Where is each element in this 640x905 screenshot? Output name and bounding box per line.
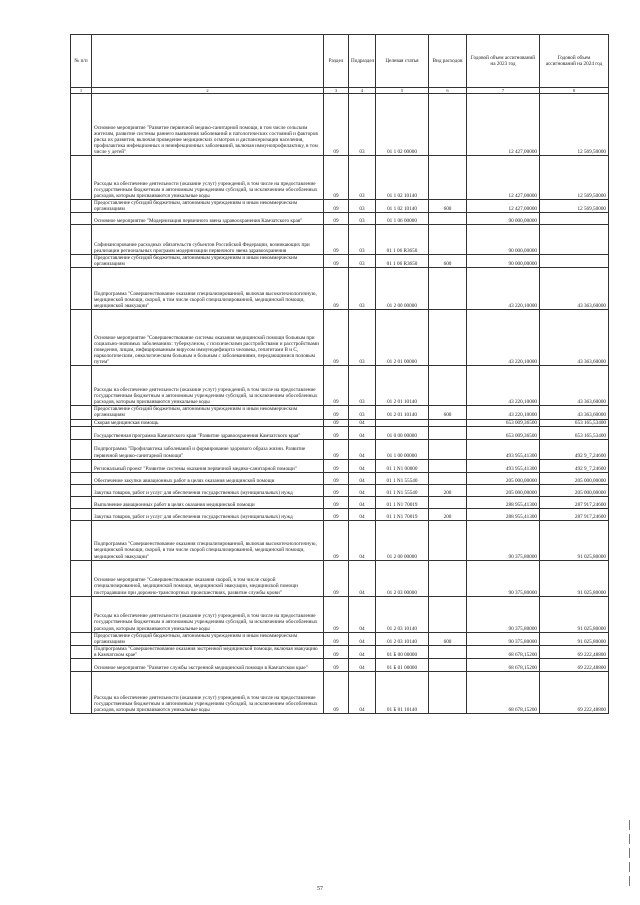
cell-amount-2024: 12 569,50000	[540, 94, 609, 156]
header-no: № п/п	[71, 35, 92, 88]
cell-no	[71, 645, 92, 658]
cell-target: 01 2 00 00000	[376, 520, 429, 560]
table-row	[71, 484, 609, 496]
cell-expense	[429, 659, 467, 672]
cell-name: Основное мероприятие "Модернизация первичного звена здравоохранения Камчатского края"	[92, 213, 324, 225]
cell-expense: 600	[429, 632, 467, 645]
cell-name: Расходы на обеспечение деятельности (оказание услуг) учреждений, в том числе на предоставление государственным бюджетным и автономным учреждениям субсидий, за исключением обособленных расходов, которым присваиваются уникальные коды	[92, 672, 324, 714]
cell-no	[71, 419, 92, 426]
table-row	[71, 213, 609, 225]
table-row	[71, 225, 609, 255]
cell-section: 09	[324, 156, 349, 200]
cell-name: Подпрограмма "Совершенствование оказания специализированной, включая высокотехнологичную, медицинской помощи, скорой, в том числе скорой специализированной, медицинской помощи, медицинской эвакуации"	[92, 268, 324, 310]
cell-name: Основное мероприятие "Совершенствование системы оказания медицинской помощи больным при социально-значимых заболеваниях: туберкулезом, с психическими расстройствами и расстройствами поведения, лицам, инфицированным вирусом иммунодефицита человека, гепатитами В и С, наркологическим, онкологическим больным и больным с заболеваниями, передающимися половым путем"	[92, 310, 324, 366]
cell-amount-2024: 91 025,80000	[540, 632, 609, 645]
cell-no	[71, 439, 92, 459]
scan-edge-marks	[629, 820, 631, 895]
cell-section: 09	[324, 508, 349, 520]
cell-subsection: 03	[349, 406, 376, 419]
cell-name: Скорая медицинская помощь	[92, 419, 324, 426]
cell-section: 09	[324, 520, 349, 560]
cell-no	[71, 366, 92, 406]
table-header-row	[71, 35, 609, 88]
cell-amount-2024	[540, 213, 609, 225]
cell-amount-2024: 43 363,60000	[540, 268, 609, 310]
cell-target: 01 1 06 00000	[376, 213, 429, 225]
header-amount-2024: Годовой объем ассигнований на 2024 год	[540, 35, 609, 88]
cell-amount-2023: 43 220,10000	[467, 268, 540, 310]
cell-expense	[429, 496, 467, 508]
cell-expense: 600	[429, 200, 467, 213]
cell-expense: 200	[429, 484, 467, 496]
column-index: 8	[540, 88, 609, 94]
cell-amount-2023: 90 375,80000	[467, 632, 540, 645]
column-index: 1	[71, 88, 92, 94]
cell-target: 01 1 02 10140	[376, 200, 429, 213]
header-name	[92, 35, 324, 88]
cell-target	[376, 419, 429, 426]
cell-no	[71, 255, 92, 268]
table-row	[71, 94, 609, 156]
cell-section: 09	[324, 496, 349, 508]
cell-subsection: 03	[349, 310, 376, 366]
table-row	[71, 268, 609, 310]
cell-section: 09	[324, 439, 349, 459]
cell-amount-2024: 43 363,60000	[540, 310, 609, 366]
cell-expense	[429, 439, 467, 459]
column-index: 2	[92, 88, 324, 94]
cell-amount-2024: 43 363,60000	[540, 406, 609, 419]
cell-subsection: 03	[349, 200, 376, 213]
cell-no	[71, 268, 92, 310]
cell-amount-2023: 288 955,41300	[467, 496, 540, 508]
cell-target: 01 2 03 00000	[376, 560, 429, 596]
cell-section: 09	[324, 645, 349, 658]
cell-target: 01 1 02 10140	[376, 156, 429, 200]
cell-expense	[429, 426, 467, 439]
cell-name: Софинансирование расходных обязательств субъектов Российской Федерации, возникающих при реализации региональных программ модернизации первичного звена здравоохранения	[92, 225, 324, 255]
cell-amount-2023: 12 427,00000	[467, 94, 540, 156]
cell-target: 01 1 N1 00000	[376, 459, 429, 472]
cell-no	[71, 472, 92, 484]
cell-expense	[429, 520, 467, 560]
cell-name: Расходы на обеспечение деятельности (оказание услуг) учреждений, в том числе на предоставление государственным бюджетным и автономным учреждениям субсидий, за исключением обособленных расходов, которым присваиваются уникальные коды	[92, 156, 324, 200]
budget-table	[70, 34, 609, 714]
cell-amount-2023: 653 009,36500	[467, 419, 540, 426]
cell-name: Основное мероприятие "Развитие первичной медико-санитарной помощи, в том числе сельским жителям, развитие системы раннего выявления заболеваний и патологических состояний и факторов риска их развития, включая проведение медицинских осмотров и диспансеризации населения, профилактика инфекционных и неинфекционных заболеваний, включая иммунопрофилактику, в том числе у детей"	[92, 94, 324, 156]
cell-amount-2023: 90 375,80000	[467, 596, 540, 632]
cell-target: 01 2 01 10140	[376, 366, 429, 406]
cell-no	[71, 459, 92, 472]
cell-section: 09	[324, 406, 349, 419]
cell-no	[71, 632, 92, 645]
cell-target: 01 2 01 00000	[376, 310, 429, 366]
cell-target: 01 2 00 00000	[376, 268, 429, 310]
column-index: 7	[467, 88, 540, 94]
cell-name: Расходы на обеспечение деятельности (оказание услуг) учреждений, в том числе на предоставление государственным бюджетным и автономным учреждениям субсидий, за исключением обособленных расходов, которым присваиваются уникальные коды	[92, 596, 324, 632]
cell-amount-2023: 493 955,41300	[467, 459, 540, 472]
cell-expense	[429, 560, 467, 596]
cell-section: 09	[324, 472, 349, 484]
cell-amount-2023: 493 955,41300	[467, 439, 540, 459]
cell-subsection: 04	[349, 672, 376, 714]
cell-target: 01 1 00 00000	[376, 439, 429, 459]
cell-amount-2024: 653 165,53400	[540, 419, 609, 426]
cell-subsection: 03	[349, 255, 376, 268]
table-row	[71, 496, 609, 508]
cell-subsection: 04	[349, 596, 376, 632]
cell-amount-2024: 653 165,53400	[540, 426, 609, 439]
cell-no	[71, 496, 92, 508]
cell-subsection: 03	[349, 213, 376, 225]
cell-subsection: 03	[349, 94, 376, 156]
cell-no	[71, 310, 92, 366]
cell-section: 09	[324, 632, 349, 645]
cell-section: 09	[324, 484, 349, 496]
cell-section: 09	[324, 225, 349, 255]
cell-amount-2024: 69 222,48800	[540, 659, 609, 672]
table-row	[71, 508, 609, 520]
cell-section: 09	[324, 659, 349, 672]
cell-no	[71, 508, 92, 520]
table-row	[71, 156, 609, 200]
cell-expense	[429, 596, 467, 632]
cell-subsection: 03	[349, 268, 376, 310]
cell-subsection: 04	[349, 520, 376, 560]
cell-subsection: 04	[349, 419, 376, 426]
cell-expense	[429, 645, 467, 658]
header-subsection: Подраздел	[349, 35, 376, 88]
cell-section: 09	[324, 672, 349, 714]
cell-expense	[429, 156, 467, 200]
cell-subsection: 04	[349, 459, 376, 472]
cell-subsection: 04	[349, 645, 376, 658]
cell-expense	[429, 268, 467, 310]
cell-name: Государственная программа Камчатского края "Развитие здравоохранения Камчатского края"	[92, 426, 324, 439]
cell-no	[71, 596, 92, 632]
cell-expense	[429, 472, 467, 484]
cell-amount-2023: 653 009,36500	[467, 426, 540, 439]
cell-amount-2023: 90 000,00000	[467, 255, 540, 268]
cell-name: Предоставление субсидий бюджетным, автономным учреждениям и иным некоммерческим организациям	[92, 632, 324, 645]
cell-target: 01 Б 00 00000	[376, 645, 429, 658]
column-index: 4	[349, 88, 376, 94]
cell-subsection: 04	[349, 439, 376, 459]
cell-target: 01 1 N1 70019	[376, 496, 429, 508]
header-target: Целевая статья	[376, 35, 429, 88]
header-expense: Вид расходов	[429, 35, 467, 88]
table-row	[71, 459, 609, 472]
cell-amount-2024: 205 000,00000	[540, 484, 609, 496]
column-index: 3	[324, 88, 349, 94]
cell-expense	[429, 225, 467, 255]
cell-target: 01 2 03 10140	[376, 632, 429, 645]
cell-subsection: 03	[349, 156, 376, 200]
cell-name: Подпрограмма "Совершенствование оказания специализированной, включая высокотехнологичную, медицинской помощи, скорой, в том числе скорой специализированной, медицинской помощи, медицинской эвакуации"	[92, 520, 324, 560]
cell-section: 09	[324, 213, 349, 225]
cell-target: 01 0 00 00000	[376, 426, 429, 439]
cell-target: 01 1 02 00000	[376, 94, 429, 156]
table-row	[71, 472, 609, 484]
cell-amount-2024: 91 025,80000	[540, 520, 609, 560]
cell-expense: 600	[429, 406, 467, 419]
cell-amount-2023: 12 427,00000	[467, 156, 540, 200]
cell-amount-2024: 287 917,24600	[540, 508, 609, 520]
cell-section: 09	[324, 268, 349, 310]
cell-amount-2024	[540, 255, 609, 268]
cell-subsection: 03	[349, 366, 376, 406]
cell-amount-2024: 69 222,48800	[540, 672, 609, 714]
cell-no	[71, 94, 92, 156]
cell-subsection: 04	[349, 508, 376, 520]
table-row	[71, 632, 609, 645]
cell-amount-2024: 205 000,00000	[540, 472, 609, 484]
cell-no	[71, 484, 92, 496]
table-row	[71, 520, 609, 560]
cell-expense	[429, 213, 467, 225]
cell-amount-2023: 43 220,10000	[467, 366, 540, 406]
cell-no	[71, 156, 92, 200]
cell-amount-2023: 90 000,00000	[467, 225, 540, 255]
cell-amount-2024: 91 025,80000	[540, 596, 609, 632]
cell-section: 09	[324, 419, 349, 426]
table-row	[71, 200, 609, 213]
cell-target: 01 2 01 10140	[376, 406, 429, 419]
cell-name: Подпрограмма "Совершенствование оказания экстренной медицинской помощи, включая эвакуацию в Камчатском крае"	[92, 645, 324, 658]
cell-expense	[429, 419, 467, 426]
cell-name: Обеспечение закупки авиационных работ в целях оказания медицинской помощи	[92, 472, 324, 484]
cell-amount-2024	[540, 225, 609, 255]
cell-section: 09	[324, 596, 349, 632]
cell-amount-2023: 90 375,80000	[467, 560, 540, 596]
cell-amount-2024: 91 025,80000	[540, 560, 609, 596]
cell-subsection: 04	[349, 632, 376, 645]
cell-target: 01 Б 01 10140	[376, 672, 429, 714]
cell-target: 01 2 03 10140	[376, 596, 429, 632]
cell-target: 01 1 06 R3650	[376, 255, 429, 268]
cell-name: Закупка товаров, работ и услуг для обеспечения государственных (муниципальных) нужд	[92, 508, 324, 520]
cell-target: 01 1 06 R3650	[376, 225, 429, 255]
table-row	[71, 645, 609, 658]
cell-amount-2024: 69 222,48800	[540, 645, 609, 658]
table-row	[71, 366, 609, 406]
table-row	[71, 406, 609, 419]
cell-expense	[429, 310, 467, 366]
cell-name: Подпрограмма "Профилактика заболеваний и формирование здорового образа жизни. Развитие первичной медико-санитарной помощи"	[92, 439, 324, 459]
table-body	[71, 94, 609, 714]
table-row	[71, 426, 609, 439]
header-amount-2023: Годовой объем ассигнований на 2023 год	[467, 35, 540, 88]
cell-name: Региональный проект "Развитие системы оказания первичной медико-санитарной помощи"	[92, 459, 324, 472]
cell-name: Выполнение авиационных работ в целях оказания медицинской помощи	[92, 496, 324, 508]
cell-section: 09	[324, 426, 349, 439]
cell-section: 09	[324, 560, 349, 596]
cell-name: Предоставление субсидий бюджетным, автономным учреждениям и иным некоммерческим организациям	[92, 406, 324, 419]
cell-amount-2023: 68 678,15200	[467, 645, 540, 658]
cell-name: Основное мероприятие "Развитие службы экстренной медицинской помощи в Камчатском крае"	[92, 659, 324, 672]
cell-no	[71, 659, 92, 672]
cell-subsection: 04	[349, 659, 376, 672]
cell-target: 01 1 N1 70019	[376, 508, 429, 520]
cell-name: Расходы на обеспечение деятельности (оказание услуг) учреждений, в том числе на предоставление государственным бюджетным и автономным учреждениям субсидий, за исключением обособленных расходов, которым присваиваются уникальные коды	[92, 366, 324, 406]
table-row	[71, 672, 609, 714]
table-row	[71, 596, 609, 632]
cell-amount-2024: 12 569,50000	[540, 200, 609, 213]
cell-subsection: 04	[349, 560, 376, 596]
cell-section: 09	[324, 200, 349, 213]
cell-amount-2023: 90 375,80000	[467, 520, 540, 560]
cell-expense	[429, 366, 467, 406]
cell-no	[71, 426, 92, 439]
cell-no	[71, 520, 92, 560]
header-section: Раздел	[324, 35, 349, 88]
cell-subsection: 04	[349, 484, 376, 496]
cell-amount-2023: 205 000,00000	[467, 472, 540, 484]
table-row	[71, 560, 609, 596]
table-row	[71, 659, 609, 672]
cell-target: 01 Б 01 00000	[376, 659, 429, 672]
cell-no	[71, 560, 92, 596]
cell-no	[71, 225, 92, 255]
cell-section: 09	[324, 310, 349, 366]
cell-no	[71, 213, 92, 225]
cell-name: Закупка товаров, работ и услуг для обеспечения государственных (муниципальных) нужд	[92, 484, 324, 496]
cell-target: 01 1 N1 55540	[376, 484, 429, 496]
cell-amount-2023: 43 220,10000	[467, 406, 540, 419]
cell-no	[71, 406, 92, 419]
cell-amount-2023: 68 678,15200	[467, 672, 540, 714]
cell-amount-2023: 288 955,41300	[467, 508, 540, 520]
cell-amount-2023: 43 220,10000	[467, 310, 540, 366]
cell-name: Предоставление субсидий бюджетным, автономным учреждениям и иным некоммерческим организациям	[92, 255, 324, 268]
table-row	[71, 255, 609, 268]
cell-amount-2023: 205 000,00000	[467, 484, 540, 496]
cell-amount-2023: 90 000,00000	[467, 213, 540, 225]
cell-amount-2024: 43 363,60000	[540, 366, 609, 406]
table-row	[71, 439, 609, 459]
cell-name: Предоставление субсидий бюджетным, автономным учреждениям и иным некоммерческим организациям	[92, 200, 324, 213]
cell-section: 09	[324, 94, 349, 156]
cell-amount-2023: 12 427,00000	[467, 200, 540, 213]
cell-no	[71, 200, 92, 213]
cell-expense	[429, 672, 467, 714]
cell-no	[71, 672, 92, 714]
cell-amount-2024: 287 917,24600	[540, 496, 609, 508]
table-row	[71, 310, 609, 366]
cell-name: Основное мероприятие "Совершенствование оказания скорой, в том числе скорой специализированной, медицинской помощи, медицинской эвакуации, медицинской помощи пострадавшим при дорожно-транспортных происшествиях, развитие службы крови"	[92, 560, 324, 596]
cell-section: 09	[324, 366, 349, 406]
cell-expense	[429, 459, 467, 472]
cell-expense: 600	[429, 255, 467, 268]
cell-subsection: 04	[349, 472, 376, 484]
cell-amount-2024: 12 569,50000	[540, 156, 609, 200]
cell-subsection: 04	[349, 426, 376, 439]
cell-expense: 200	[429, 508, 467, 520]
table-row	[71, 419, 609, 426]
cell-subsection: 03	[349, 225, 376, 255]
cell-section: 09	[324, 255, 349, 268]
column-index: 6	[429, 88, 467, 94]
page-number: 57	[317, 886, 323, 892]
cell-amount-2023: 68 678,15200	[467, 659, 540, 672]
column-index: 5	[376, 88, 429, 94]
cell-section: 09	[324, 459, 349, 472]
cell-amount-2024: 492 9_7,24600	[540, 459, 609, 472]
cell-subsection: 04	[349, 496, 376, 508]
cell-expense	[429, 94, 467, 156]
cell-amount-2024: 492 9_7,24600	[540, 439, 609, 459]
cell-target: 01 1 N1 55540	[376, 472, 429, 484]
